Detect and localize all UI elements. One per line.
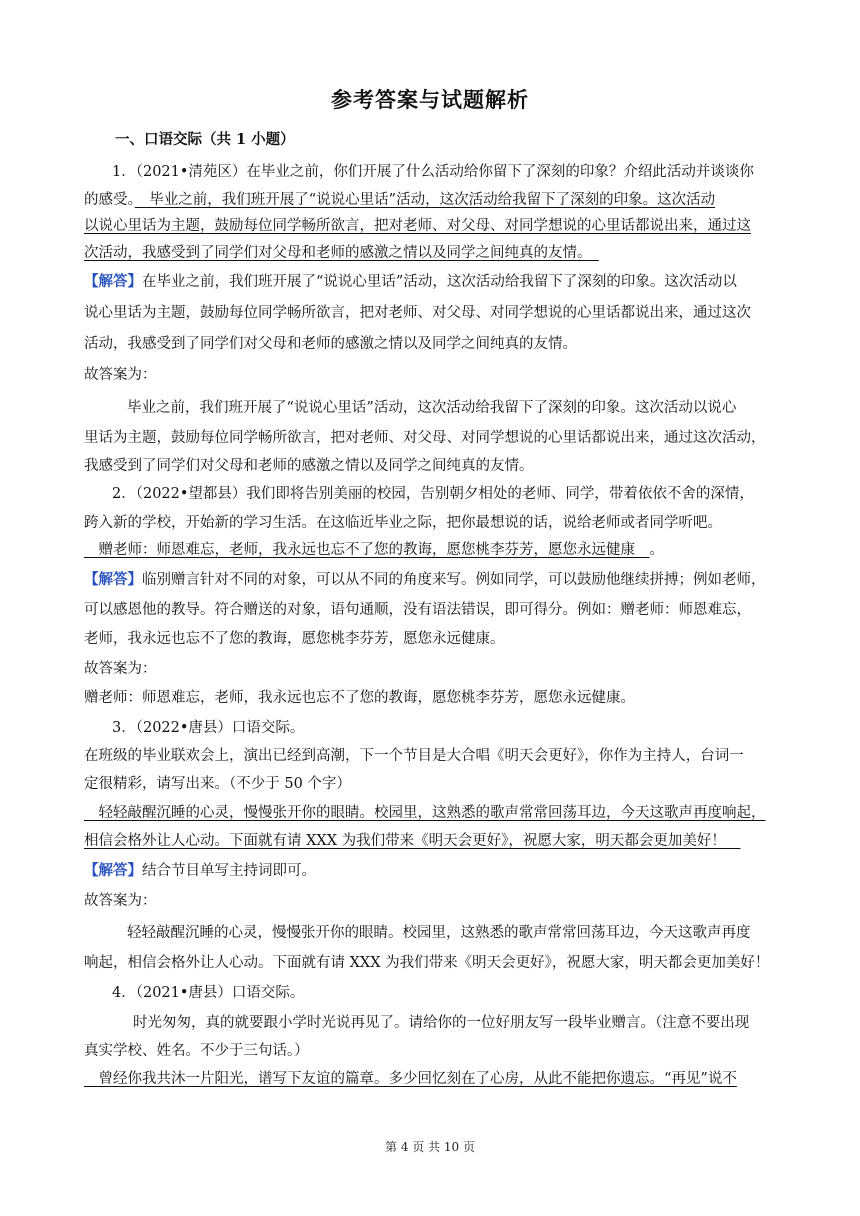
q1-final-line-3: 我感受到了同学们对父母和老师的感激之情以及同学之间纯真的友情。 (84, 458, 534, 474)
q2-line-3-end: 。 (649, 542, 664, 558)
q1-line-3: 以说心里话为主题，鼓励每位同学畅所欲言，把对老师、对父母、对同学想说的心里话都说出来，通过这 (84, 218, 751, 234)
q1-analysis-line-3: 活动，我感受到了同学们对父母和老师的感激之情以及同学之间纯真的友情。 (84, 336, 577, 352)
q2-analysis-text: 临别赠言针对不同的对象，可以从不同的角度来写。例如同学，可以鼓励他继续拼搏；例如老师， (142, 572, 766, 588)
q4-line-1: 4．（2021•唐县）口语交际。 (112, 985, 305, 1001)
q4-line-4: 曾经你我共沐一片阳光，谱写下友谊的篇章。多少回忆刻在了心房，从此不能把你遗忘。“再见”说不 (84, 1071, 737, 1087)
q1-line-2-text: 的感受。 (84, 192, 135, 208)
q2-final-line-1: 赠老师：师恩难忘，老师，我永远也忘不了您的教诲，愿您桃李芬芳，愿您永远健康。 (84, 690, 635, 706)
page-footer: 第 4 页 共 10 页 (385, 1140, 475, 1154)
q1-so-answer: 故答案为： (84, 367, 157, 383)
q1-line-2 (84, 190, 784, 210)
page-title: 参考答案与试题解析 (331, 88, 529, 112)
q3-final-line-2: 响起，相信会格外让人心动。下面就有请 XXX 为我们带来《明天会更好》，祝愿大家，明天都会更加美好！ (84, 955, 770, 971)
q1-final-line-1: 毕业之前，我们班开展了“说说心里话”活动，这次活动给我留下了深刻的印象。这次活动以说心 (127, 400, 737, 416)
q2-line-3 (84, 540, 784, 560)
q3-analysis-line-1 (84, 861, 784, 881)
q3-so-answer: 故答案为： (84, 893, 157, 909)
answer-tag: 【解答】 (84, 571, 142, 588)
q1-analysis-line-2: 说心里话为主题，鼓励每位同学畅所欲言，把对老师、对父母、对同学想说的心里话都说出来，通过这次 (84, 305, 751, 321)
q1-line-1: 1．（2021•清苑区）在毕业之前，你们开展了什么活动给你留下了深刻的印象？介绍此活动并谈谈你 (112, 164, 754, 180)
q2-line-2: 跨入新的学校，开始新的学习生活。在这临近毕业之际，把你最想说的话，说给老师或者同学听吧。 (84, 515, 722, 531)
q1-analysis-line-1 (84, 272, 784, 292)
q2-answer-underline: 赠老师：师恩难忘，老师，我永远也忘不了您的教诲，愿您桃李芬芳，愿您永远健康 (84, 542, 650, 558)
q3-line-4: 轻轻敲醒沉睡的心灵，慢慢张开你的眼睛。校园里，这熟悉的歌声常常回荡耳边，今天这歌声再度响起， (84, 805, 766, 821)
q2-line-1: 2．（2022•望都县）我们即将告别美丽的校园，告别朝夕相处的老师、同学，带着依依不舍的深情， (112, 486, 754, 502)
q1-analysis-text: 在毕业之前，我们班开展了“说说心里话”活动，这次活动给我留下了深刻的印象。这次活动以 (142, 274, 737, 290)
q3-final-line-1: 轻轻敲醒沉睡的心灵，慢慢张开你的眼睛。校园里，这熟悉的歌声常常回荡耳边，今天这歌声再度 (127, 925, 751, 941)
q2-so-answer: 故答案为： (84, 661, 157, 677)
q3-line-3: 定很精彩，请写出来。（不少于 50 个字） (84, 776, 351, 792)
q1-final-line-2: 里话为主题，鼓励每位同学畅所欲言，把对老师、对父母、对同学想说的心里话都说出来，通过这次活动， (84, 430, 766, 446)
answer-tag: 【解答】 (84, 273, 142, 290)
q3-line-5: 相信会格外让人心动。下面就有请 XXX 为我们带来《明天会更好》，祝愿大家，明天都会更加美好！ (84, 833, 741, 849)
q4-line-2: 时光匆匆，真的就要跟小学时光说再见了。请给你的一位好朋友写一段毕业赠言。（注意不要出现 (133, 1015, 750, 1031)
q3-line-1: 3．（2022•唐县）口语交际。 (112, 720, 305, 736)
q2-analysis-line-3: 老师，我永远也忘不了您的教诲，愿您桃李芬芳，愿您永远健康。 (84, 631, 505, 647)
q3-analysis-text: 结合节目单写主持词即可。 (142, 863, 316, 879)
q1-line-4: 次活动，我感受到了同学们对父母和老师的感激之情以及同学之间纯真的友情。 (84, 245, 599, 261)
q2-analysis-line-1 (84, 570, 784, 590)
q4-line-3: 真实学校、姓名。不少于三句话。） (84, 1043, 309, 1059)
q1-answer-underline: 毕业之前，我们班开展了“说说心里话”活动，这次活动给我留下了深刻的印象。这次活动 (134, 192, 716, 208)
q2-analysis-line-2: 可以感恩他的教导。符合赠送的对象，语句通顺，没有语法错误，即可得分。例如：赠老师：师恩难忘， (84, 602, 751, 618)
q3-line-2: 在班级的毕业联欢会上，演出已经到高潮，下一个节目是大合唱《明天会更好》，你作为主持人，台词一 (84, 748, 744, 764)
section-heading: 一、口语交际（共 1 小题） (115, 131, 295, 148)
answer-tag: 【解答】 (84, 862, 142, 879)
